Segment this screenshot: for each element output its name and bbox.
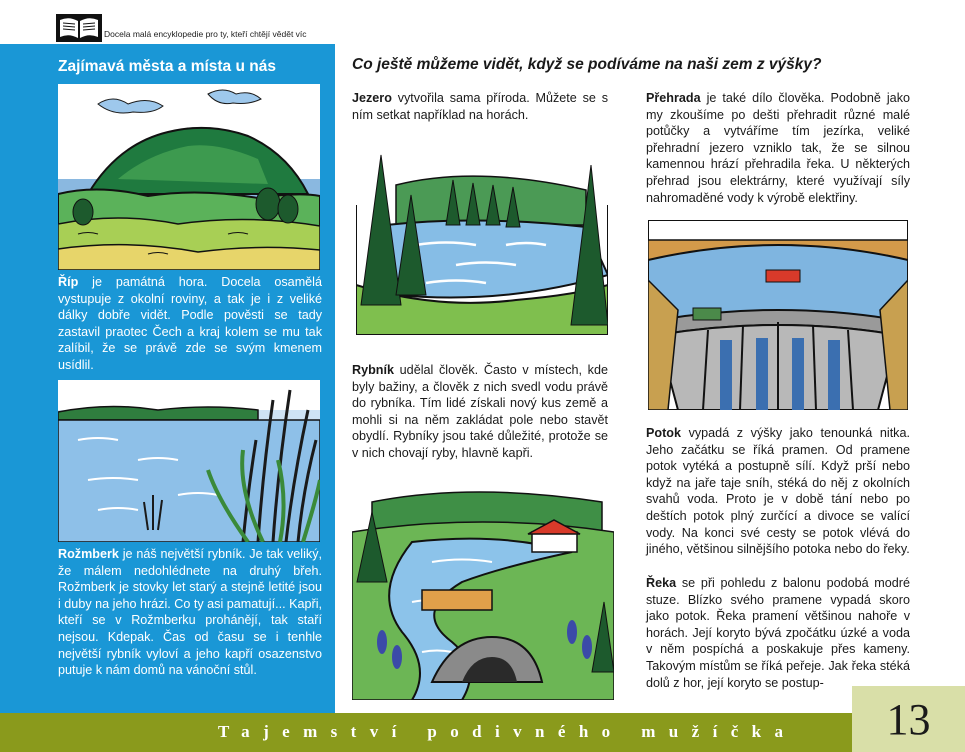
- book-title-footer: Tajemství podivného mužíčka: [218, 722, 797, 741]
- rozmberk-term: Rožmberk: [58, 547, 119, 561]
- page-number: 13: [886, 695, 931, 744]
- rip-mountain-illustration: [58, 84, 320, 270]
- open-book-icon: [56, 14, 102, 42]
- jezero-paragraph: [352, 90, 608, 123]
- potok-paragraph: [646, 425, 910, 558]
- rip-paragraph: [58, 274, 322, 374]
- right-section-heading: Co ještě můžeme vidět, když se podíváme na naši zem z výšky?: [352, 56, 822, 73]
- potok-text: vypadá z výšky jako tenounká nitka. Jeho začátku se říká pramen. Od pramene potok vytéká a postupně sílí. Když prší nebo když na jaře taje sníh, stéká do něj z okolních svahů voda. Proto je v době tání nebo po deštích potok plný zurčící a divoce se valící vody. Na konci své cesty se potok vlévá do jiného, většinou silnějšího potoka nebo do řeky.: [646, 426, 910, 557]
- lake-illustration: [356, 135, 608, 335]
- prehrada-term: Přehrada: [646, 91, 701, 105]
- reka-term: Řeka: [646, 576, 677, 590]
- reka-paragraph: [646, 575, 910, 691]
- left-section-title: Zajímavá města a místa u nás: [58, 58, 276, 75]
- rip-term: Říp: [58, 275, 79, 289]
- rozmberk-text: je náš největší rybník. Je tak veliký, že málem nedohlédnete na druhý břeh. Rožmberk je stovky let starý a stejně letité jsou i duby na jeho hrázi. Co ty asi pamatují... Kapři, kteří se v Rožmberku prohánějí, tak staří nejsou. Kdepak. Čas od času se i tenhle největší rybník vyloví a jeho kapří osazenstvo putuje k nám domů na vánoční stůl.: [58, 547, 322, 678]
- rybnik-text: udělal člověk. Často v místech, kde byly bažiny, a člověk z nich svedl vodu právě do rybníka. Tím lidé získali nový kus země a mohli si na něm zakládat pole nebo stavět obydlí. Rybníky jsou také důležité, protože se v nich chovají ryby, hlavně kapři.: [352, 363, 608, 460]
- rybnik-paragraph: [352, 362, 608, 462]
- series-subtitle: Docela malá encyklopedie pro ty, kteří chtějí vědět víc: [104, 29, 307, 39]
- prehrada-text: je také dílo člověka. Podobně jako my zkoušíme po dešti přehradit různé malé potůčky a vytváříme tím jezírka, veliké přehradní jezero vzniklo tak, že se silnou kamennou hrází přehradila řeka. U některých přehrad jsou elektrárny, které využívají síly nahromaděné vody k výrobě elektřiny.: [646, 91, 910, 205]
- jezero-term: Jezero: [352, 91, 392, 105]
- dam-illustration: [648, 220, 908, 410]
- reka-text: se při pohledu z balonu podobá modré stuze. Blízko svého pramene vypadá skoro jako potok. Řeka pramení většinou nahoře v horách. Její koryto bývá zpočátku úzké a voda v něm pospíchá a poskakuje přes kameny. Takovým místům se říká peřeje. Jak řeka stéká dolů z hor, její koryto se postup-: [646, 576, 910, 690]
- rozmberk-pond-illustration: [58, 380, 320, 542]
- prehrada-paragraph: [646, 90, 910, 206]
- rozmberk-paragraph: [58, 546, 322, 679]
- rybnik-term: Rybník: [352, 363, 394, 377]
- rip-text: je památná hora. Docela osamělá vystupuje z okolní roviny, a tak je i z veliké dálky dobře vidět. Podle pověsti se tady zastavil praotec Čech a kraj kolem se mu tak zalíbil, že se právě zde se svým kmenem usídlil.: [58, 275, 322, 372]
- jezero-text: vytvořila sama příroda. Můžete se s ním setkat například na horách.: [352, 91, 608, 122]
- pond-stream-illustration: [352, 472, 614, 700]
- potok-term: Potok: [646, 426, 681, 440]
